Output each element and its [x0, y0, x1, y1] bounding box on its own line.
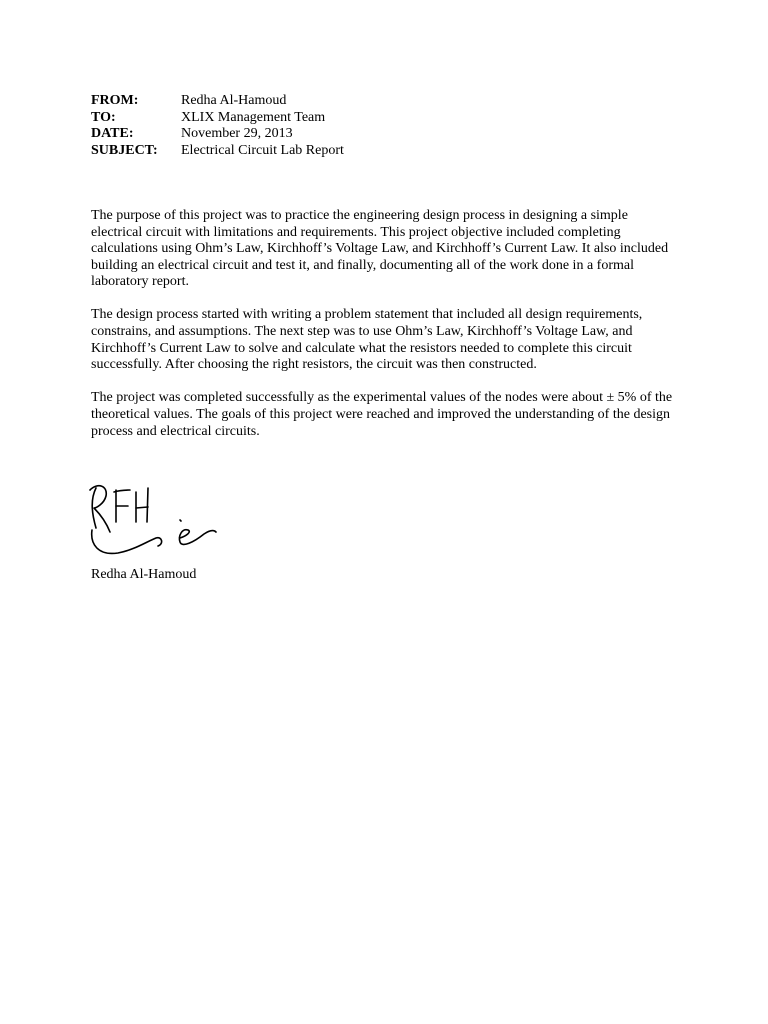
date-row — [91, 126, 344, 143]
subject-row — [91, 143, 344, 160]
handwritten-signature — [84, 478, 224, 558]
memo-body — [91, 208, 681, 457]
from-row — [91, 93, 344, 110]
date-value: November 29, 2013 — [181, 126, 293, 141]
to-value: XLIX Management Team — [181, 109, 326, 125]
to-label: TO: — [91, 109, 116, 125]
subject-value: Electrical Circuit Lab Report — [181, 142, 344, 158]
to-row — [91, 110, 344, 127]
body-paragraph-purpose: The purpose of this project was to practice the engineering design process in designing a simple electrical circuit with limitations and requirements. This project objective included completing calculations using Ohm’s Law, Kirchhoff’s Voltage Law, and Kirchhoff’s Current Law. It also included building an electrical circuit and test it, and finally, documenting all of the work done in a formal laboratory report. — [91, 208, 669, 290]
from-value: Redha Al-Hamoud — [181, 93, 287, 108]
date-label: DATE: — [91, 126, 134, 141]
memo-header — [91, 93, 344, 159]
signer-name: Redha Al-Hamoud — [91, 567, 197, 582]
from-label: FROM: — [91, 93, 139, 108]
subject-label: SUBJECT: — [91, 142, 158, 158]
body-paragraph-process: The design process started with writing a problem statement that included all design requirements, constrains, and assumptions. The next step was to use Ohm’s Law, Kirchhoff’s Voltage Law, and Kirchhoff’s Current Law to solve and calculate what the resistors needed to complete this circuit successfully. After choosing the right resistors, the circuit was then constructed. — [91, 307, 643, 373]
body-paragraph-results: The project was completed successfully as the experimental values of the nodes were about ± 5% of the theoretical values. The goals of this project were reached and improved the understanding of the design process and electrical circuits. — [91, 390, 673, 439]
